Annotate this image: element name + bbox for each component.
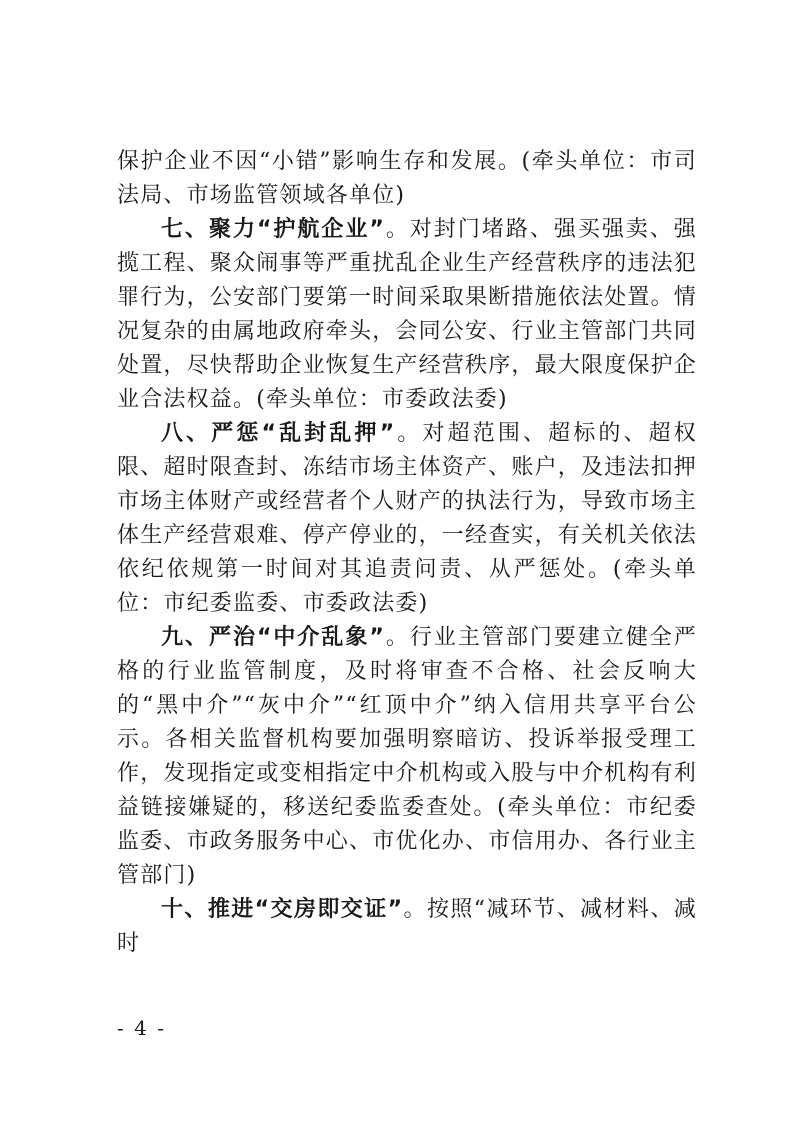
section-heading-9: 九、严治“中介乱象” — [161, 625, 386, 650]
paragraph-section-9 — [117, 621, 697, 893]
paragraph-section-7 — [117, 213, 697, 417]
paragraph-text: 。行业主管部门要建立健全严格的行业监管制度，及时将审查不合格、社会反响大的“黑中介”“灰中介”“红顶中介”纳入信用共享平台公示。各相关监督机构要加强明察暗访、投诉举报受理工作，发现指定或变相指定中介机构或入股与中介机构有利益链接嫌疑的，移送纪委监委查处。(牵头单位：市纪委监委、市政务服务中心、市优化办、市信用办、各行业主管部门) — [117, 625, 698, 888]
paragraph-section-8 — [117, 417, 697, 621]
page-number: - 4 - — [117, 1016, 166, 1040]
paragraph-text: 。对封门堵路、强买强卖、强揽工程、聚众闹事等严重扰乱企业生产经营秩序的违法犯罪行为，公安部门要第一时间采取果断措施依法处置。情况复杂的由属地政府牵头，会同公安、行业主管部门共同处置，尽快帮助企业恢复生产经营秩序，最大限度保护企业合法权益。(牵头单位：市委政法委) — [117, 217, 698, 412]
paragraph-continuation — [117, 145, 697, 213]
document-body — [117, 145, 697, 961]
section-heading-8: 八、严惩“乱封乱押” — [161, 421, 396, 446]
paragraph-text: 保护企业不因“小错”影响生存和发展。(牵头单位：市司法局、市场监管领域各单位) — [117, 149, 697, 208]
paragraph-text: 。按照“减环节、减材料、减时 — [117, 897, 697, 956]
paragraph-section-10 — [117, 893, 697, 961]
paragraph-text: 。对超范围、超标的、超权限、超时限查封、冻结市场主体资产、账户，及违法扣押市场主体财产或经营者个人财产的执法行为，导致市场主体生产经营艰难、停产停业的，一经查实，有关机关依法依纪依规第一时间对其追责问责、从严惩处。(牵头单位：市纪委监委、市委政法委) — [117, 421, 698, 616]
section-heading-7: 七、聚力“护航企业” — [161, 217, 386, 242]
section-heading-10: 十、推进“交房即交证” — [161, 897, 404, 922]
